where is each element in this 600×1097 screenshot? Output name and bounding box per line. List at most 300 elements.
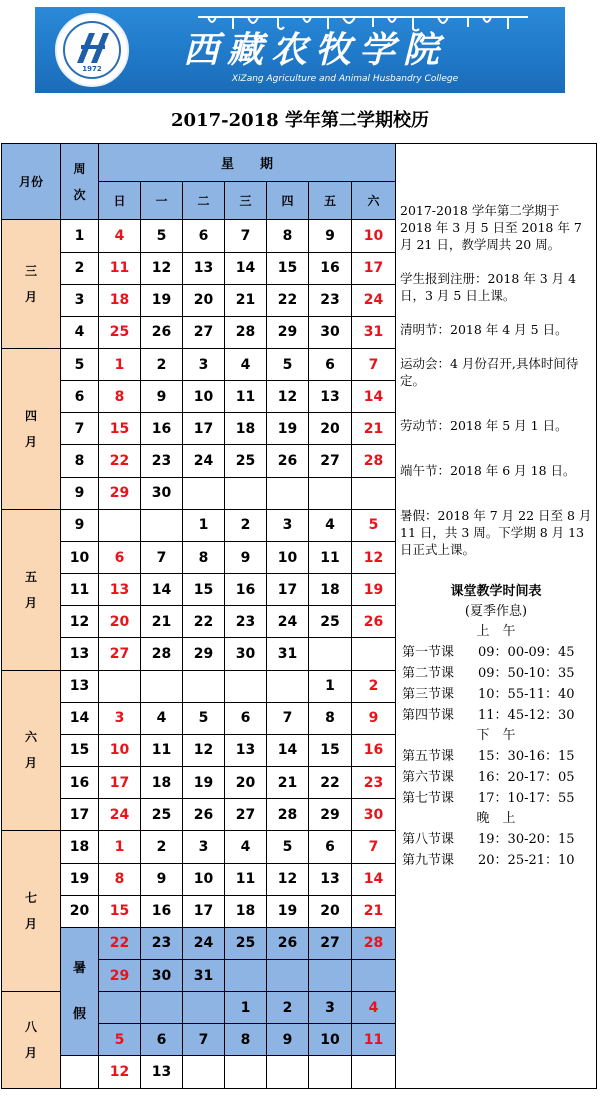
week-number: 12 [61, 606, 99, 638]
day-cell: 9 [267, 1024, 309, 1056]
day-cell [352, 959, 396, 991]
day-cell [141, 992, 183, 1024]
note-dragon-boat: 端午节：2018 年 6 月 18 日。 [400, 463, 576, 478]
calendar-row [2, 831, 396, 863]
day-cell: 6 [99, 541, 141, 573]
day-cell: 13 [309, 863, 352, 895]
day-cell: 28 [225, 316, 267, 348]
day-cell: 23 [225, 606, 267, 638]
calendar-row [2, 413, 396, 445]
day-cell: 21 [352, 895, 396, 927]
day-cell: 18 [225, 895, 267, 927]
day-cell [99, 992, 141, 1024]
class-period-name: 第四节课 [402, 708, 455, 723]
day-cell: 27 [309, 927, 352, 959]
day-cell [225, 477, 267, 509]
day-cell: 7 [141, 541, 183, 573]
day-cell: 14 [352, 381, 396, 413]
day-cell: 11 [352, 1024, 396, 1056]
day-cell: 23 [352, 767, 396, 799]
day-cell: 1 [99, 831, 141, 863]
day-cell [99, 670, 141, 702]
day-cell: 7 [267, 702, 309, 734]
day-cell: 16 [352, 734, 396, 766]
day-cell [183, 1056, 225, 1089]
class-period-row [400, 705, 592, 726]
day-cell: 19 [141, 284, 183, 316]
day-cell: 15 [99, 413, 141, 445]
class-period-row [400, 788, 592, 809]
day-cell [267, 959, 309, 991]
day-cell [267, 1056, 309, 1089]
week-number: 15 [61, 734, 99, 766]
day-cell: 2 [141, 349, 183, 381]
week-header: 周 次 [61, 144, 99, 220]
day-cell: 19 [267, 413, 309, 445]
day-cell: 28 [352, 927, 396, 959]
day-cell: 16 [225, 574, 267, 606]
note-semester: 2017-2018 学年第二学期于 2018 年 3 月 5 日至 2018 年 7 月 21 日，教学周共 20 周。 [400, 203, 582, 252]
day-cell: 7 [225, 220, 267, 252]
day-cell: 15 [183, 574, 225, 606]
note-labor: 劳动节：2018 年 5 月 1 日。 [400, 418, 568, 433]
day-cell: 13 [99, 574, 141, 606]
class-period-row [400, 746, 592, 767]
day-cell: 3 [309, 992, 352, 1024]
week-number: 6 [61, 381, 99, 413]
day-cell [352, 638, 396, 670]
calendar-row [2, 799, 396, 831]
day-cell: 3 [267, 509, 309, 541]
weekday-header: 四 [267, 182, 309, 220]
day-cell: 15 [309, 734, 352, 766]
day-cell: 17 [352, 252, 396, 284]
day-cell: 15 [267, 252, 309, 284]
weekday-header: 二 [183, 182, 225, 220]
day-cell: 22 [99, 445, 141, 477]
day-cell: 5 [141, 220, 183, 252]
day-cell: 21 [352, 413, 396, 445]
day-cell: 28 [352, 445, 396, 477]
day-cell: 2 [352, 670, 396, 702]
day-cell: 12 [352, 541, 396, 573]
day-cell: 18 [309, 574, 352, 606]
day-cell: 20 [225, 767, 267, 799]
day-cell: 16 [141, 413, 183, 445]
calendar-row [2, 702, 396, 734]
day-cell: 11 [141, 734, 183, 766]
day-cell: 10 [309, 1024, 352, 1056]
calendar-row [2, 895, 396, 927]
day-cell: 3 [183, 349, 225, 381]
day-cell: 11 [225, 381, 267, 413]
week-number: 5 [61, 349, 99, 381]
class-period-name: 第九节课 [402, 853, 455, 868]
day-cell: 29 [183, 638, 225, 670]
day-cell: 12 [267, 381, 309, 413]
calendar-row [2, 541, 396, 573]
day-cell: 26 [267, 927, 309, 959]
class-period-row [400, 642, 592, 663]
month-label: 七 月 [2, 831, 61, 992]
day-cell: 12 [141, 252, 183, 284]
month-label: 八 月 [2, 992, 61, 1089]
week-number: 8 [61, 445, 99, 477]
calendar-row [2, 509, 396, 541]
day-cell: 30 [141, 477, 183, 509]
day-cell: 4 [309, 509, 352, 541]
day-cell: 14 [225, 252, 267, 284]
week-number: 13 [61, 670, 99, 702]
week-number: 9 [61, 477, 99, 509]
day-cell: 23 [141, 927, 183, 959]
day-cell: 20 [183, 284, 225, 316]
day-cell [183, 670, 225, 702]
calendar-row [2, 284, 396, 316]
week-number: 20 [61, 895, 99, 927]
day-cell [352, 1056, 396, 1089]
day-cell: 28 [141, 638, 183, 670]
class-period-name: 第八节课 [402, 832, 455, 847]
calendar-row [2, 1056, 396, 1089]
logo-year: 1972 [82, 65, 102, 73]
day-cell: 26 [267, 445, 309, 477]
school-name-cn: 西藏农牧学院 [183, 29, 448, 71]
day-cell: 11 [225, 863, 267, 895]
day-cell: 8 [267, 220, 309, 252]
week-number: 10 [61, 541, 99, 573]
schedule-morning-list [400, 642, 592, 726]
day-cell: 8 [225, 1024, 267, 1056]
month-label: 三 月 [2, 220, 61, 349]
day-cell: 9 [352, 702, 396, 734]
day-cell: 6 [141, 1024, 183, 1056]
schedule-evening-label: 晚 上 [476, 811, 516, 826]
day-cell: 6 [225, 702, 267, 734]
week-number: 9 [61, 509, 99, 541]
class-period-name: 第六节课 [402, 770, 455, 785]
day-cell: 12 [99, 1056, 141, 1089]
day-cell: 9 [141, 381, 183, 413]
day-cell: 13 [183, 252, 225, 284]
day-cell: 25 [309, 606, 352, 638]
week-number: 11 [61, 574, 99, 606]
day-cell: 1 [183, 509, 225, 541]
class-period-name: 第五节课 [402, 749, 455, 764]
day-cell: 8 [99, 381, 141, 413]
day-cell: 10 [183, 381, 225, 413]
calendar-row [2, 927, 396, 959]
day-cell: 9 [309, 220, 352, 252]
class-period-row [400, 684, 592, 705]
class-period-name: 第七节课 [402, 791, 455, 806]
calendar-row [2, 445, 396, 477]
day-cell: 4 [141, 702, 183, 734]
day-cell: 27 [183, 316, 225, 348]
day-cell: 17 [99, 767, 141, 799]
day-cell: 20 [99, 606, 141, 638]
weekday-header: 一 [141, 182, 183, 220]
day-cell: 7 [352, 831, 396, 863]
class-period-time: 09：50-10：35 [478, 666, 575, 681]
day-cell [141, 670, 183, 702]
day-cell: 24 [267, 606, 309, 638]
day-cell: 5 [352, 509, 396, 541]
day-cell: 18 [99, 284, 141, 316]
note-registration: 学生报到注册：2018 年 3 月 4 日，3 月 5 日上课。 [400, 271, 577, 303]
note-sports: 运动会：4 月份召开,具体时间待定。 [400, 356, 579, 388]
day-cell: 10 [352, 220, 396, 252]
day-cell: 5 [267, 349, 309, 381]
schedule-afternoon-list [400, 746, 592, 809]
day-cell: 2 [225, 509, 267, 541]
week-number: 14 [61, 702, 99, 734]
class-period-time: 10：55-11：40 [478, 687, 575, 702]
day-cell: 5 [183, 702, 225, 734]
day-cell [225, 1056, 267, 1089]
day-cell: 23 [309, 284, 352, 316]
class-period-time: 16：20-17：05 [478, 770, 575, 785]
day-cell: 14 [352, 863, 396, 895]
month-label: 五 月 [2, 509, 61, 670]
holiday-label: 暑 假 [61, 927, 99, 1056]
class-period-name: 第三节课 [402, 687, 455, 702]
weekday-header: 六 [352, 182, 396, 220]
week-number: 19 [61, 863, 99, 895]
schedule-subtitle: (夏季作息) [464, 604, 528, 619]
day-cell [309, 959, 352, 991]
day-cell: 9 [225, 541, 267, 573]
week-number: 3 [61, 284, 99, 316]
day-cell: 22 [183, 606, 225, 638]
calendar-row [2, 767, 396, 799]
day-cell [141, 509, 183, 541]
day-cell: 30 [225, 638, 267, 670]
class-period-row [400, 767, 592, 788]
week-number: 2 [61, 252, 99, 284]
day-cell: 22 [309, 767, 352, 799]
day-cell: 2 [141, 831, 183, 863]
day-cell: 1 [225, 992, 267, 1024]
day-cell: 1 [99, 349, 141, 381]
day-cell: 24 [183, 927, 225, 959]
day-cell: 14 [267, 734, 309, 766]
day-cell: 29 [267, 316, 309, 348]
day-cell: 24 [183, 445, 225, 477]
day-cell: 29 [99, 959, 141, 991]
day-cell: 21 [225, 284, 267, 316]
day-cell: 29 [99, 477, 141, 509]
day-cell: 28 [267, 799, 309, 831]
day-cell: 18 [225, 413, 267, 445]
day-cell: 19 [267, 895, 309, 927]
day-cell: 9 [141, 863, 183, 895]
class-period-row [400, 829, 592, 850]
day-cell: 12 [183, 734, 225, 766]
class-period-time: 09：00-09：45 [478, 645, 575, 660]
day-cell [309, 477, 352, 509]
month-label: 六 月 [2, 670, 61, 831]
day-cell: 5 [99, 1024, 141, 1056]
day-cell: 31 [267, 638, 309, 670]
calendar-row [2, 220, 396, 252]
day-cell: 26 [352, 606, 396, 638]
calendar-row [2, 252, 396, 284]
week-number: 18 [61, 831, 99, 863]
week-number: 17 [61, 799, 99, 831]
day-cell: 27 [225, 799, 267, 831]
month-header: 月份 [2, 144, 61, 220]
calendar-row [2, 477, 396, 509]
day-cell: 6 [183, 220, 225, 252]
notes-panel [395, 143, 597, 1089]
day-cell: 4 [352, 992, 396, 1024]
week-number [61, 1056, 99, 1089]
schedule-morning-label: 上 午 [476, 624, 516, 639]
day-cell: 22 [99, 927, 141, 959]
weekday-header: 日 [99, 182, 141, 220]
day-cell: 30 [352, 799, 396, 831]
day-cell [183, 477, 225, 509]
weekday-group-header: 星 期 [99, 144, 396, 182]
day-cell [309, 1056, 352, 1089]
day-cell: 8 [99, 863, 141, 895]
day-cell: 31 [352, 316, 396, 348]
class-period-name: 第一节课 [402, 645, 455, 660]
class-period-time: 20：25-21：10 [478, 853, 575, 868]
calendar-row [2, 349, 396, 381]
week-number: 13 [61, 638, 99, 670]
day-cell [225, 670, 267, 702]
day-cell: 19 [352, 574, 396, 606]
day-cell [99, 509, 141, 541]
weekday-header: 三 [225, 182, 267, 220]
day-cell: 6 [309, 349, 352, 381]
day-cell: 4 [225, 349, 267, 381]
calendar-row [2, 574, 396, 606]
weekday-header: 五 [309, 182, 352, 220]
week-number: 7 [61, 413, 99, 445]
day-cell: 6 [309, 831, 352, 863]
day-cell: 17 [183, 413, 225, 445]
header-banner [35, 7, 565, 93]
day-cell: 2 [267, 992, 309, 1024]
class-period-time: 19：30-20：15 [478, 832, 575, 847]
day-cell [183, 992, 225, 1024]
day-cell: 24 [99, 799, 141, 831]
day-cell: 15 [99, 895, 141, 927]
day-cell: 8 [309, 702, 352, 734]
page-title: 2017-2018 学年第二学期校历 [171, 110, 429, 131]
day-cell [352, 477, 396, 509]
note-summer: 暑假：2018 年 7 月 22 日至 8 月 11 日，共 3 周。下学期 8 月 13 日正式上课。 [400, 508, 592, 557]
day-cell: 19 [183, 767, 225, 799]
day-cell [267, 670, 309, 702]
day-cell [309, 638, 352, 670]
day-cell: 13 [141, 1056, 183, 1089]
calendar-table [1, 143, 396, 1089]
day-cell: 21 [141, 606, 183, 638]
calendar-row [2, 316, 396, 348]
calendar-row [2, 670, 396, 702]
calendar-row [2, 734, 396, 766]
day-cell: 26 [183, 799, 225, 831]
class-period-time: 11：45-12：30 [478, 708, 575, 723]
day-cell: 13 [309, 381, 352, 413]
day-cell [267, 477, 309, 509]
day-cell: 14 [141, 574, 183, 606]
day-cell: 3 [99, 702, 141, 734]
calendar-row [2, 381, 396, 413]
day-cell: 5 [267, 831, 309, 863]
day-cell: 4 [99, 220, 141, 252]
schedule-title: 课堂教学时间表 [450, 584, 542, 599]
day-cell [225, 959, 267, 991]
day-cell: 30 [141, 959, 183, 991]
day-cell: 4 [225, 831, 267, 863]
day-cell: 25 [225, 927, 267, 959]
day-cell: 25 [99, 316, 141, 348]
day-cell: 27 [99, 638, 141, 670]
class-period-time: 15：30-16：15 [478, 749, 575, 764]
day-cell: 27 [309, 445, 352, 477]
day-cell: 10 [267, 541, 309, 573]
day-cell: 8 [183, 541, 225, 573]
day-cell: 17 [183, 895, 225, 927]
day-cell: 11 [99, 252, 141, 284]
day-cell: 25 [141, 799, 183, 831]
day-cell: 10 [183, 863, 225, 895]
day-cell: 3 [183, 831, 225, 863]
week-number: 4 [61, 316, 99, 348]
schedule-afternoon-label: 下 午 [476, 728, 516, 743]
class-period-row [400, 663, 592, 684]
day-cell: 12 [267, 863, 309, 895]
class-period-row [400, 850, 592, 871]
day-cell: 7 [183, 1024, 225, 1056]
note-qingming: 清明节：2018 年 4 月 5 日。 [400, 322, 568, 337]
class-period-time: 17：10-17：55 [478, 791, 575, 806]
calendar-row [2, 638, 396, 670]
day-cell: 16 [141, 895, 183, 927]
day-cell: 29 [309, 799, 352, 831]
month-label: 四 月 [2, 349, 61, 510]
day-cell: 13 [225, 734, 267, 766]
day-cell: 17 [267, 574, 309, 606]
day-cell: 21 [267, 767, 309, 799]
calendar-row [2, 606, 396, 638]
class-period-name: 第二节课 [402, 666, 455, 681]
day-cell: 24 [352, 284, 396, 316]
day-cell: 10 [99, 734, 141, 766]
week-number: 1 [61, 220, 99, 252]
day-cell: 18 [141, 767, 183, 799]
day-cell: 31 [183, 959, 225, 991]
day-cell: 7 [352, 349, 396, 381]
schedule-evening-list [400, 829, 592, 871]
day-cell: 11 [309, 541, 352, 573]
day-cell: 22 [267, 284, 309, 316]
day-cell: 16 [309, 252, 352, 284]
day-cell: 25 [225, 445, 267, 477]
school-name-en: XiZang Agriculture and Animal Husbandry College [231, 74, 459, 84]
day-cell: 26 [141, 316, 183, 348]
week-number: 16 [61, 767, 99, 799]
day-cell: 23 [141, 445, 183, 477]
day-cell: 20 [309, 895, 352, 927]
day-cell: 1 [309, 670, 352, 702]
day-cell: 20 [309, 413, 352, 445]
